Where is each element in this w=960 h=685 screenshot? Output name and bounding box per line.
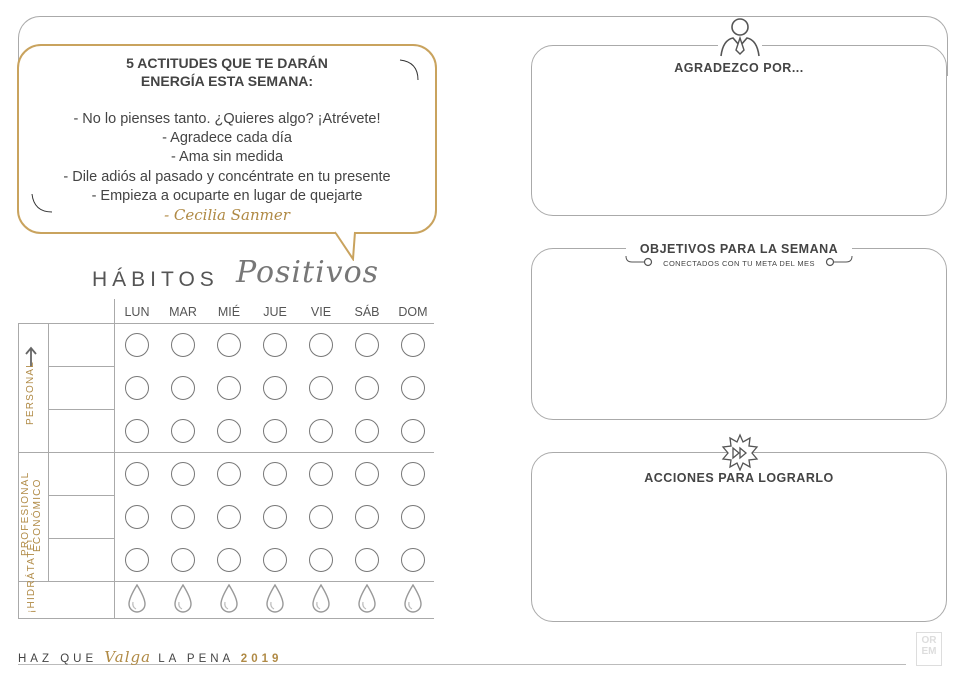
footer-slogan: HAZ QUE Valga LA PENA 2019 [18,648,283,666]
habit-checkbox[interactable] [309,462,333,486]
habit-checkbox[interactable] [171,505,195,529]
grid-left-border [18,323,19,619]
day-header-6: DOM [398,305,428,319]
quote-title: 5 ACTITUDES QUE TE DARÁN ENERGÍA ESTA SEMANA: [126,55,328,89]
grid-row-line [48,366,114,367]
habit-checkbox[interactable] [355,376,379,400]
grid-header-line [18,323,434,324]
water-drop-icon[interactable] [172,584,194,614]
habit-checkbox[interactable] [401,505,425,529]
quote-list [17,110,437,206]
water-drop-icon[interactable] [356,584,378,614]
quote-author: - Cecilia Sanmer [164,206,290,224]
group-label-professional: PROFESIONAL [20,471,31,556]
habit-checkbox[interactable] [171,333,195,357]
goals-subtitle: CONECTADOS CON TU META DEL MES [663,259,815,268]
gratitude-title: AGRADEZCO POR... [674,61,804,75]
habit-checkbox[interactable] [355,462,379,486]
habits-title: HÁBITOS [92,268,219,291]
habit-checkbox[interactable] [401,462,425,486]
day-header-1: MAR [169,305,197,319]
grid-label-divider [114,299,115,619]
quote-line: - Agradece cada día [162,130,292,147]
grid-row-line [48,495,114,496]
habit-checkbox[interactable] [263,462,287,486]
habit-checkbox[interactable] [263,333,287,357]
actions-title: ACCIONES PARA LOGRARLO [644,471,834,485]
habit-checkbox[interactable] [309,333,333,357]
group-label-economic: ECONÓMICO [32,478,43,552]
habit-checkbox[interactable] [125,505,149,529]
habit-checkbox[interactable] [263,376,287,400]
habit-checkbox[interactable] [171,462,195,486]
habit-checkbox[interactable] [125,376,149,400]
quote-line: - Dile adiós al pasado y concéntrate en tu presente [63,168,391,185]
water-drop-icon[interactable] [310,584,332,614]
habit-checkbox[interactable] [263,419,287,443]
habit-checkbox[interactable] [125,548,149,572]
brand-logo: OR EM [916,632,942,666]
habit-checkbox[interactable] [125,333,149,357]
day-header-3: JUE [263,305,287,319]
habit-checkbox[interactable] [217,376,241,400]
habit-checkbox[interactable] [217,462,241,486]
habit-checkbox[interactable] [401,333,425,357]
habit-checkbox[interactable] [401,419,425,443]
habit-checkbox[interactable] [309,505,333,529]
water-drop-icon[interactable] [126,584,148,614]
habit-checkbox[interactable] [401,548,425,572]
habit-checkbox[interactable] [217,333,241,357]
day-header-5: SÁB [354,305,380,319]
grid-row-line [48,409,114,410]
habit-checkbox[interactable] [171,548,195,572]
habit-checkbox[interactable] [171,376,195,400]
habit-checkbox[interactable] [309,419,333,443]
habit-checkbox[interactable] [309,548,333,572]
habit-checkbox[interactable] [309,376,333,400]
habit-checkbox[interactable] [355,505,379,529]
grid-row-line [48,538,114,539]
quote-line: - Empieza a ocuparte en lugar de quejarte [91,187,363,204]
habit-checkbox[interactable] [217,548,241,572]
group-label-hydrate: ¡HIDRÁTATE! [26,538,37,613]
quote-line: - Ama sin medida [170,149,284,166]
fast-forward-badge-icon [721,433,759,471]
habit-checkbox[interactable] [217,419,241,443]
day-header-2: MIÉ [217,305,241,319]
habit-checkbox[interactable] [263,505,287,529]
habit-checkbox[interactable] [401,376,425,400]
habit-checkbox[interactable] [217,505,241,529]
grid-bottom-line [18,618,434,619]
group-label-personal: PERSONAL [25,360,36,425]
grid-row-line [114,581,434,582]
habit-checkbox[interactable] [125,462,149,486]
goals-panel[interactable] [531,248,947,420]
habit-checkbox[interactable] [355,419,379,443]
habit-checkbox[interactable] [355,333,379,357]
praying-person-icon [717,16,763,60]
day-header-0: LUN [124,305,150,319]
quote-line: - No lo pienses tanto. ¿Quieres algo? ¡Atrévete! [73,111,381,127]
grid-row-line [114,452,434,453]
habit-checkbox[interactable] [171,419,195,443]
grid-row-line [18,452,114,453]
habit-checkbox[interactable] [125,419,149,443]
water-drop-icon[interactable] [218,584,240,614]
water-drop-icon[interactable] [264,584,286,614]
habits-title-script: Positivos [236,255,380,290]
day-header-4: VIE [310,305,332,319]
goals-title: OBJETIVOS PARA LA SEMANA [639,242,839,256]
habit-checkbox[interactable] [263,548,287,572]
water-drop-icon[interactable] [402,584,424,614]
habit-checkbox[interactable] [355,548,379,572]
